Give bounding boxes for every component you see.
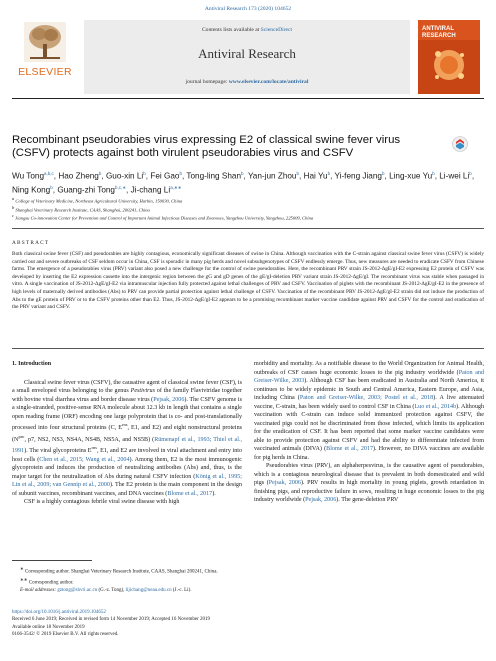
abstract-rule-bottom (12, 348, 484, 349)
elsevier-tree-icon (24, 22, 66, 62)
intro-paragraph-1: Classical swine fever virus (CSFV), the causative agent of classical swine fever (CSF), is a small enveloped virus belonging to the genus Pestivirus of the family Flaviviridae together with bovine viral diarrhea virus and border disease virus (Pejsak, 2006). The CSFV genome is a single-stranded, positive-sense RNA molecule about 12.3 kb in length that contains a single open reading frame (ORF) encoding one large polyprotein that is co- and post-translationally processed into four structural proteins (C, $E^{rns}$, E1, and E2) and eight nonstructural proteins ($N^{pro}$, p7, NS2, NS3, NS4A, NS4B, NS5A, and NS5B) (Rümenapf et al., 1993; Thiel et al., 1991). The viral glycoproteins $E^{rns}$, E1, and E2 are involved in viral attachment and entry into host cells (Chen et al., 2015; Wang et al., 2004). Among them, E2 is the most immunogenic glycoprotein and induces the production of neutralizing antibodies (Abs) and, thus, is the major target for the neutralization of Abs during natural CSFV infection (König et al., 1995; Lin et al., 2009; van Gennip et al., 2000). The E2 protein is the main component in the design of subunit vaccines, recombinant vaccines, and DNA vaccines (Blome et al., 2017). (12, 379, 243, 497)
affiliation-text: Shanghai Veterinary Research Institute, CAAS, Shanghai, 200241, China (15, 207, 150, 213)
reference-link[interactable]: Pejsak, 2006 (305, 497, 337, 503)
author-list: Wu Tong$^{a,b,c}$, Hao Zheng$^b$, Guo-xin Li$^b$, Fei Gao$^b$, Tong-ling Shan$^b$, Yan-jun Zhou$^b$, Hai Yu$^b$, Yi-feng Jiang$^b$, Ling-xue Yu$^b$, Li-wei Li$^b$, Ning Kong$^b$, Guang-zhi Tong$^{b,c,∗}$, Ji-chang $Li^{a,∗∗}$ (12, 171, 475, 195)
author-affiliation-marker[interactable]: a,∗∗ (170, 185, 182, 191)
author-name[interactable]: Hao Zheng (58, 171, 99, 181)
author-name[interactable]: Tong-ling Shan (186, 171, 242, 181)
author-affiliation-marker[interactable]: a,b,c (44, 171, 54, 176)
affiliation-row (12, 196, 482, 205)
footnote-2: ∗∗ Corresponding author. (20, 576, 74, 586)
publisher-logo[interactable] (12, 20, 78, 92)
author-affiliation-marker[interactable]: b (241, 171, 244, 176)
abstract-rule-top (12, 228, 484, 229)
author-affiliation-marker[interactable]: b (179, 171, 182, 176)
author-affiliation-marker[interactable]: b (143, 171, 146, 176)
author-name[interactable]: Ji-chang Li (130, 185, 171, 195)
homepage-link[interactable]: www.elsevier.com/locate/antiviral (228, 79, 309, 85)
abstract-text: Both classical swine fever (CSF) and pseudorabies are highly contagious, economically significant diseases of swine in China. Although vaccination with the C-strain against classical swine fever virus (CSFV) is widely carried out and severe outbreaks of CSF seldom occur in China, CSF is sporadic in many pig herds and novel subsubgenotypes of CSFV endlessly emerge. Thus, new measures are needed to eradicate CSFV from Chinese farms. The emergence of a pseudorabies virus (PRV) variant also posed a new challenge for the control of swine pseudorabies. Here, the recombinant PRV strain JS-2012-ΔgE/gI-E2 expressing E2 protein of CSFV was developed by inserting the E2 expression cassette into the intergenic region between the gG and gD genes of the gE/gI-deletion PRV variant strain JS-2012-ΔgE/gI. The recombinant virus was stable when passaged in vitro. A single vaccination of JS-2012-ΔgE/gI-E2 via intramuscular injection fully protected against lethal challenges of PRV and CSFV. Vaccination of piglets with the recombinant JS-2012-ΔgE/gI-E2 in the presence of high levels of maternally derived antibodies (Abs) to PRV can provide partial protection against lethal challenge of CSFV. Vaccination of the recombinant PRV JS-2012-ΔgE/gI-E2 strain did not induce the production of Abs to the gE protein of PRV or to the CSFV proteins other than E2. Thus, JS-2012-ΔgE/gI-E2 appears to be a promising recombinant marker vaccine candidate against PRV and CSFV for the control and eradication of the PRV variant and CSFV. (12, 251, 484, 311)
author-name[interactable]: Ning Kong (12, 185, 51, 195)
contents-prefix: Contents lists available at (201, 27, 261, 33)
author-name[interactable]: Hai Yu (303, 171, 328, 181)
reference-link[interactable]: König et al., 1995; Lin et al., 2009; van Gennip et al., 2000 (12, 473, 242, 489)
author-name[interactable]: Ling-xue Yu (389, 171, 433, 181)
affiliation-marker: c (12, 213, 14, 219)
reference-link[interactable]: Paton and Greiser-Wilke, 2003 (254, 369, 484, 384)
author-affiliation-marker[interactable]: b,c,∗ (114, 185, 127, 191)
author-name[interactable]: Fei Gao (150, 171, 180, 181)
cover-title: ANTIVIRAL RESEARCH (422, 26, 456, 39)
footnote-1: ∗ Corresponding author. Shanghai Veterinary Research Institute, CAAS, Shanghai 200241, China. (20, 566, 218, 575)
abstract-heading: ABSTRACT (12, 240, 50, 246)
author-name[interactable]: Guo-xin Li (105, 171, 144, 181)
publisher-name: ELSEVIER (18, 66, 72, 78)
homepage-line (84, 79, 410, 85)
author-affiliation-marker[interactable]: b (50, 185, 53, 191)
author-name[interactable]: Yi-feng Jiang (334, 171, 382, 181)
author-name[interactable]: Li-wei Li (439, 171, 470, 181)
email-link-li[interactable]: lijichang@neau.edu.cn (125, 587, 172, 593)
email-link-tong[interactable]: gztong@shvri.ac.cn (57, 587, 98, 593)
footnotes (12, 565, 484, 594)
author-name[interactable]: Wu Tong (12, 171, 45, 181)
affiliation-row (12, 213, 482, 222)
copyright: 0166-3542/ © 2019 Elsevier B.V. All rights reserved. (12, 632, 119, 638)
body-column-right (254, 360, 484, 505)
affiliation-marker: a (12, 196, 15, 201)
body-column-left (12, 360, 242, 507)
affiliation-text: College of Veterinary Medicine, Northeast Agricultural University, Harbin, 150030, China (15, 198, 183, 204)
author-affiliation-marker[interactable]: b (327, 171, 331, 176)
author-affiliation-marker[interactable]: b (432, 171, 435, 176)
section-heading: 1. Introduction (12, 361, 52, 367)
author-affiliation-marker[interactable]: b (381, 171, 385, 176)
author-name[interactable]: Guang-zhi Tong (57, 185, 115, 195)
cover-art-icon (418, 40, 480, 94)
email-addresses: E-mail addresses: gztong@shvri.ac.cn (G.-z. Tong), lijichang@neau.edu.cn (J.-c. Li). (20, 587, 192, 593)
header-rule (12, 98, 484, 99)
journal-title[interactable]: Antiviral Research (198, 46, 296, 61)
footnote-rule (12, 560, 92, 561)
reference-link[interactable]: Pejsak, 2006 (268, 480, 301, 486)
homepage-prefix: journal homepage: (185, 79, 229, 85)
reference-link[interactable]: Blome et al., 2017 (167, 490, 213, 497)
intro-paragraph-3: Pseudorabies virus (PRV), an alphaherpesvirus, is the causative agent of pseudorabies, which is a contagious neurological disease that is prevalent in both domesticated and wild pigs (Pejsak, 2006). PRV results in high mortality in young piglets, growth retardation in finishing pigs, and reproductive failure in sows, resulting in huge economic losses to the pig industry worldwide (Pejsak, 2006). The gene-deletion PRV (254, 463, 484, 503)
author-name[interactable]: Yan-jun Zhou (247, 171, 297, 181)
affiliations (12, 196, 482, 222)
intro-paragraph-2-cont: morbidity and mortality. As a notifiable disease to the World Organization for Animal Health, outbreaks of CSF causes huge economic losses to the pig industry worldwide (Paton and Greiser-Wilke, 2003). Although CSF has been eradicated in Australia and North America, it continues to be widely epidemic in South and Central America, Eastern Europe, and Asia, including China (Paton and Greiser-Wilke, 2003; Postel et al., 2018). A live attenuated vaccine, C-strain, has been widely used to control CSF in China (Luo et al., 2014b). Although vaccination with C-strain can induce solid immunized protection against CSFV, the vaccinated pigs could not be discriminated from those infected, which limits its application for the eradication of CSF. It has been reported that some marker vaccine candidates were able to provide protection against CSFV and had the ability to differentiate infected from vaccinated animals (DIVA) (Blome et al., 2017). However, no DIVA vaccines are available for pig herds in China. (254, 361, 485, 461)
contents-line (84, 27, 410, 33)
affiliation-row (12, 205, 482, 214)
article-info (12, 609, 484, 639)
reference-link[interactable]: Blome et al., 2017 (326, 446, 374, 452)
reference-link[interactable]: Pejsak, 2006 (153, 396, 185, 403)
author-affiliation-marker[interactable]: b (98, 171, 102, 176)
received-dates: Received 6 June 2019; Received in revised form 14 November 2019; Accepted 16 November 2019 (12, 617, 211, 623)
sciencedirect-link[interactable]: ScienceDirect (260, 27, 293, 33)
doi-link[interactable]: https://doi.org/10.1016/j.antiviral.2019.104652 (12, 610, 106, 615)
crossmark-icon[interactable] (452, 136, 468, 152)
affiliation-marker: b (12, 204, 15, 210)
affiliation-text: Jiangsu Co-innovation Center for Prevention and Control of Important Animal Infectious Diseases and Zoonoses, Yangzhou University, Yangzhou, 225009, China (15, 216, 314, 221)
journal-masthead (84, 20, 410, 94)
article-title: Recombinant pseudorabies virus expressing E2 of classical swine fever virus (CSFV) protects against both virulent pseudorabies virus and CSFV (12, 134, 401, 160)
reference-link[interactable]: Rümenapf et al., 1993; Thiel et al., 1991 (12, 436, 243, 455)
reference-link[interactable]: Luo et al., 2014b (414, 403, 457, 410)
journal-cover[interactable] (418, 20, 480, 94)
reference-link[interactable]: Chen et al., 2015; Wang et al., 2004 (39, 456, 130, 463)
journal-citation[interactable]: Antiviral Research 173 (2020) 104652 (204, 6, 292, 12)
available-online: Available online 18 November 2019 (12, 624, 85, 630)
reference-link[interactable]: Paton and Greiser-Wilke, 2003; Postel et al., 2018 (299, 395, 434, 401)
author-affiliation-marker[interactable]: b (296, 171, 300, 176)
author-affiliation-marker[interactable]: b (469, 171, 472, 176)
intro-paragraph-2: CSF is a highly contagious febrile viral swine disease with high (24, 499, 180, 506)
